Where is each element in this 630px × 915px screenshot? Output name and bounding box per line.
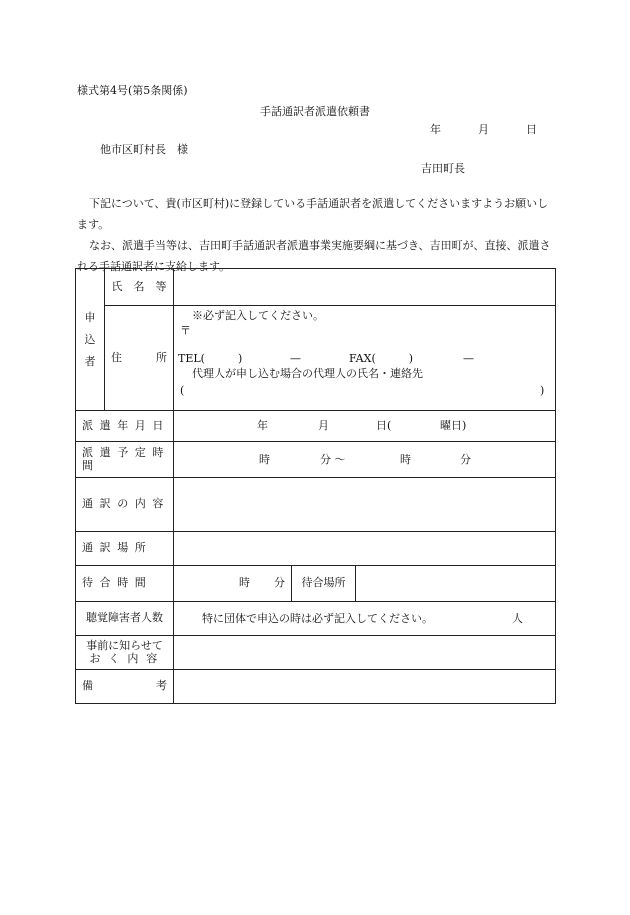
name-label: 氏 名 等: [105, 269, 174, 306]
address-note: ※必ず記入してください。: [192, 309, 324, 322]
wait-time-field[interactable]: 時 分: [174, 566, 292, 601]
date-year: 年: [430, 123, 441, 136]
row-wait: [76, 566, 556, 602]
paren-open: (: [180, 384, 185, 397]
fax-dash: —: [463, 352, 474, 365]
row-remarks: [76, 670, 556, 704]
proxy-note: 代理人が申し込む場合の代理人の氏名・連絡先: [192, 367, 423, 380]
body-paragraph-1: 下記について、貴(市区町村)に登録している手話通訳者を派遣してくださいますようお願いします。: [77, 197, 549, 231]
row-content: [76, 478, 556, 532]
wait-place-label: 待合場所: [292, 566, 356, 601]
row-name: [76, 269, 556, 306]
hearing-label: 聴覚障害者人数: [76, 602, 174, 636]
form-number: 様式第4号(第5条関係): [77, 84, 188, 97]
place-label: 通訳場所: [76, 532, 174, 566]
time-field[interactable]: 時 分 ～ 時 分: [174, 442, 556, 478]
content-field[interactable]: [174, 478, 556, 532]
row-dispatch-date: [76, 411, 556, 442]
address-label: 住 所: [105, 306, 174, 411]
remarks-field[interactable]: [174, 670, 556, 704]
place-field[interactable]: [174, 532, 556, 566]
wait-place-field[interactable]: [356, 566, 555, 601]
row-prior-notice: [76, 636, 556, 670]
applicant-label: 申 込 者: [76, 269, 105, 411]
time-label: 派遣予定時間: [76, 442, 174, 478]
sender: 吉田町長: [421, 162, 465, 175]
row-place: [76, 532, 556, 566]
addressee: 他市区町村長 様: [100, 143, 188, 156]
content-label: 通訳の内容: [76, 478, 174, 532]
prior-notice-field[interactable]: [174, 636, 556, 670]
name-field[interactable]: [174, 269, 556, 306]
wait-cell: [174, 566, 556, 602]
tel-label: TEL( ): [178, 352, 243, 365]
remarks-label: 備 考: [76, 670, 174, 704]
dispatch-date-field[interactable]: 年 月 日( 曜日): [174, 411, 556, 442]
dispatch-date-label: 派遣年月日: [76, 411, 174, 442]
address-field[interactable]: [174, 306, 556, 411]
row-hearing: [76, 602, 556, 636]
row-address: [76, 306, 556, 411]
prior-notice-label: 事前に知らせて お く 内 容: [76, 636, 174, 670]
postal-mark: 〒: [180, 324, 191, 337]
date-day: 日: [526, 123, 537, 136]
date-line: [430, 124, 537, 135]
request-form-table: [75, 268, 556, 704]
hearing-field[interactable]: 特に団体で申込の時は必ず記入してください。 人: [174, 602, 556, 636]
body-paragraph-2: なお、派遣手当等は、吉田町手話通訳者派遣事業実施要綱に基づき、吉田町が、直接、派遣される手話通訳者に支給します。: [77, 239, 551, 273]
wait-time-label: 待合時間: [76, 566, 174, 602]
paren-close: ): [540, 384, 545, 397]
row-time: [76, 442, 556, 478]
document-title: 手話通訳者派遣依頼書: [260, 105, 370, 118]
fax-label: FAX( ): [349, 352, 414, 365]
tel-dash: —: [290, 352, 301, 365]
date-month: 月: [478, 123, 489, 136]
